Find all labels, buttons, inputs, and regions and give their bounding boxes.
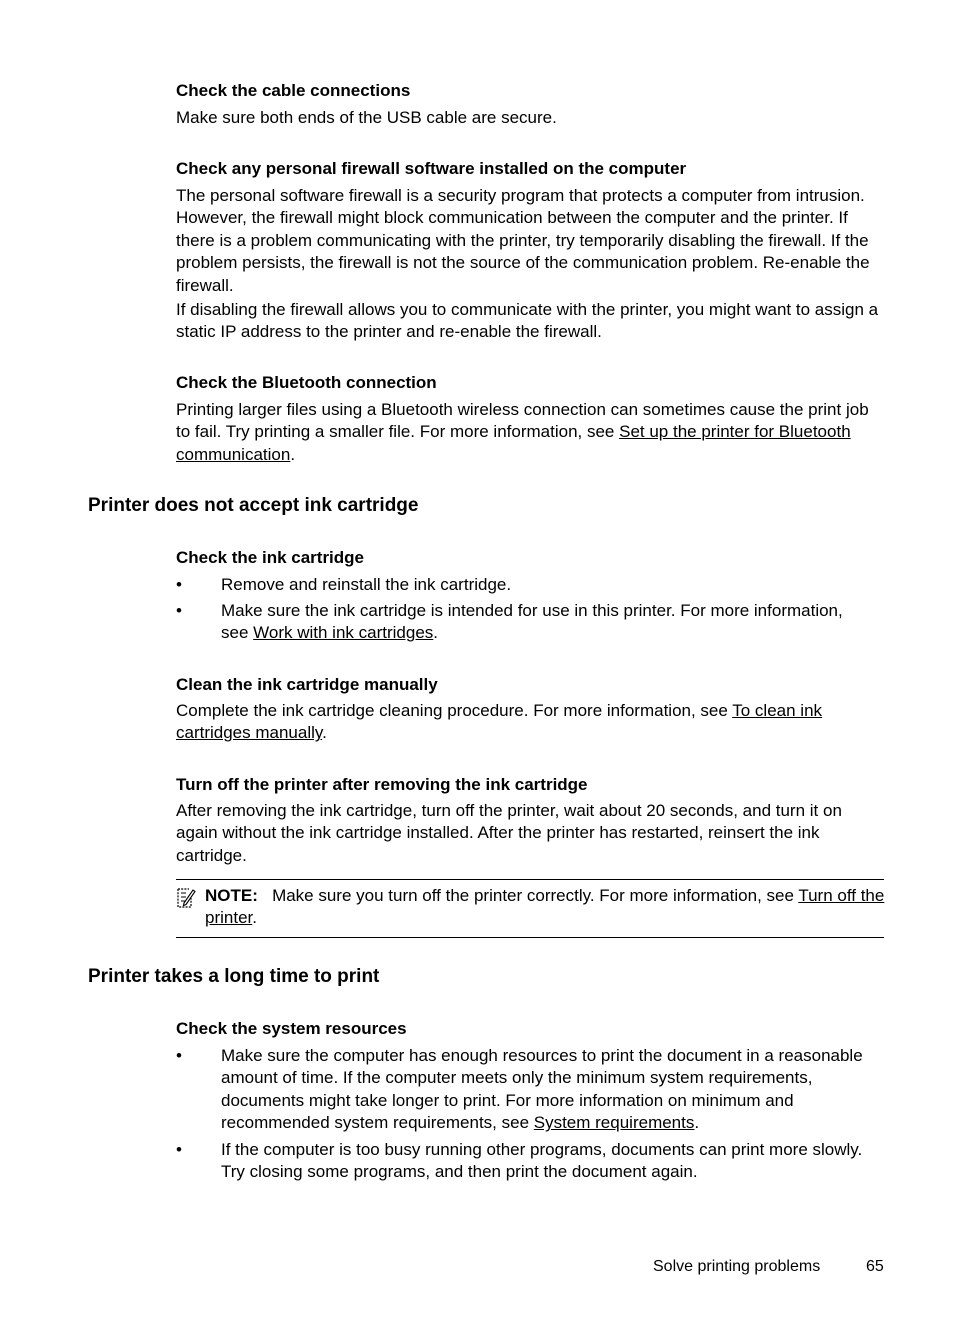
bullet-text-end: .	[433, 623, 439, 643]
note-body-end: .	[252, 908, 257, 928]
heading-firewall: Check any personal firewall software installed on the computer	[176, 159, 687, 178]
paragraph-firewall-1: The personal software firewall is a security program that protects a computer from intrusion. However, the firewall might block communication between the computer and the printer. If there is a problem communicating with the printer, try temporarily disabling the firewall. If the problem persists, the firewall is not the source of the communication problem. Re-enable the firewall.	[176, 186, 870, 295]
note-body: Make sure you turn off the printer correctly. For more information, see	[272, 886, 799, 905]
note-label: NOTE:	[205, 886, 258, 905]
bullet-marker: •	[176, 1046, 182, 1065]
link-system-requirements[interactable]: System requirements	[533, 1113, 695, 1133]
heading-bluetooth: Check the Bluetooth connection	[176, 373, 437, 392]
clean-text-end: .	[322, 723, 327, 743]
link-work-with-ink-cartridges[interactable]: Work with ink cartridges	[253, 623, 434, 643]
footer-chapter: Solve printing problems	[653, 1258, 821, 1275]
bullet-intended-use	[221, 600, 871, 645]
heading-turn-off-after-removing: Turn off the printer after removing the ink cartridge	[176, 775, 588, 794]
paragraph-bluetooth	[176, 399, 886, 466]
bullet-text-end: .	[694, 1113, 700, 1133]
paragraph-turn-off: After removing the ink cartridge, turn off the printer, wait about 20 seconds, and turn it on again without the ink cartridge installed. After the printer has restarted, reinsert the ink cartridge.	[176, 801, 842, 865]
bullet-too-busy: If the computer is too busy running other programs, documents can print more slowly. Try closing some programs, and then print the document again.	[221, 1140, 863, 1182]
note-icon	[176, 887, 196, 909]
bullet-marker: •	[176, 575, 182, 594]
link-turn-off-printer[interactable]: Turn off the printer	[205, 886, 885, 928]
note-top-rule	[176, 879, 884, 880]
bullet-enough-resources	[221, 1045, 871, 1135]
heading-cable-connections: Check the cable connections	[176, 81, 411, 100]
clean-text: Complete the ink cartridge cleaning procedure. For more information, see	[176, 701, 733, 720]
heading-clean-manually: Clean the ink cartridge manually	[176, 675, 438, 694]
heading-system-resources: Check the system resources	[176, 1019, 407, 1038]
bullet-reinstall: Remove and reinstall the ink cartridge.	[221, 575, 512, 594]
bluetooth-text-end: .	[290, 444, 296, 464]
bullet-text: Make sure the ink cartridge is intended for use in this printer. For more information, see	[221, 601, 843, 643]
section-title-long-time: Printer takes a long time to print	[88, 966, 380, 987]
link-clean-ink-cartridges[interactable]: To clean ink cartridges manually	[176, 701, 823, 743]
bullet-marker: •	[176, 601, 182, 620]
note-bottom-rule	[176, 937, 884, 938]
note-text	[205, 885, 885, 930]
bullet-text: Make sure the computer has enough resources to print the document in a reasonable amount of time. If the computer meets only the minimum system requirements, documents might take longer to print. For more information on minimum and recommended system requirements, see	[221, 1046, 863, 1133]
paragraph-clean	[176, 700, 886, 745]
paragraph-firewall-2: If disabling the firewall allows you to communicate with the printer, you might want to assign a static IP address to the printer and re-enable the firewall.	[176, 300, 879, 342]
paragraph-cable: Make sure both ends of the USB cable are secure.	[176, 108, 557, 127]
page-number: 65	[866, 1258, 884, 1275]
link-bluetooth-setup[interactable]: Set up the printer for Bluetooth communication	[176, 422, 851, 464]
section-title-ink-cartridge: Printer does not accept ink cartridge	[88, 495, 419, 516]
bluetooth-text: Printing larger files using a Bluetooth wireless connection can sometimes cause the print job to fail. Try printing a smaller file. For more information, see	[176, 400, 869, 442]
heading-check-ink-cartridge: Check the ink cartridge	[176, 548, 365, 567]
bullet-marker: •	[176, 1140, 182, 1159]
